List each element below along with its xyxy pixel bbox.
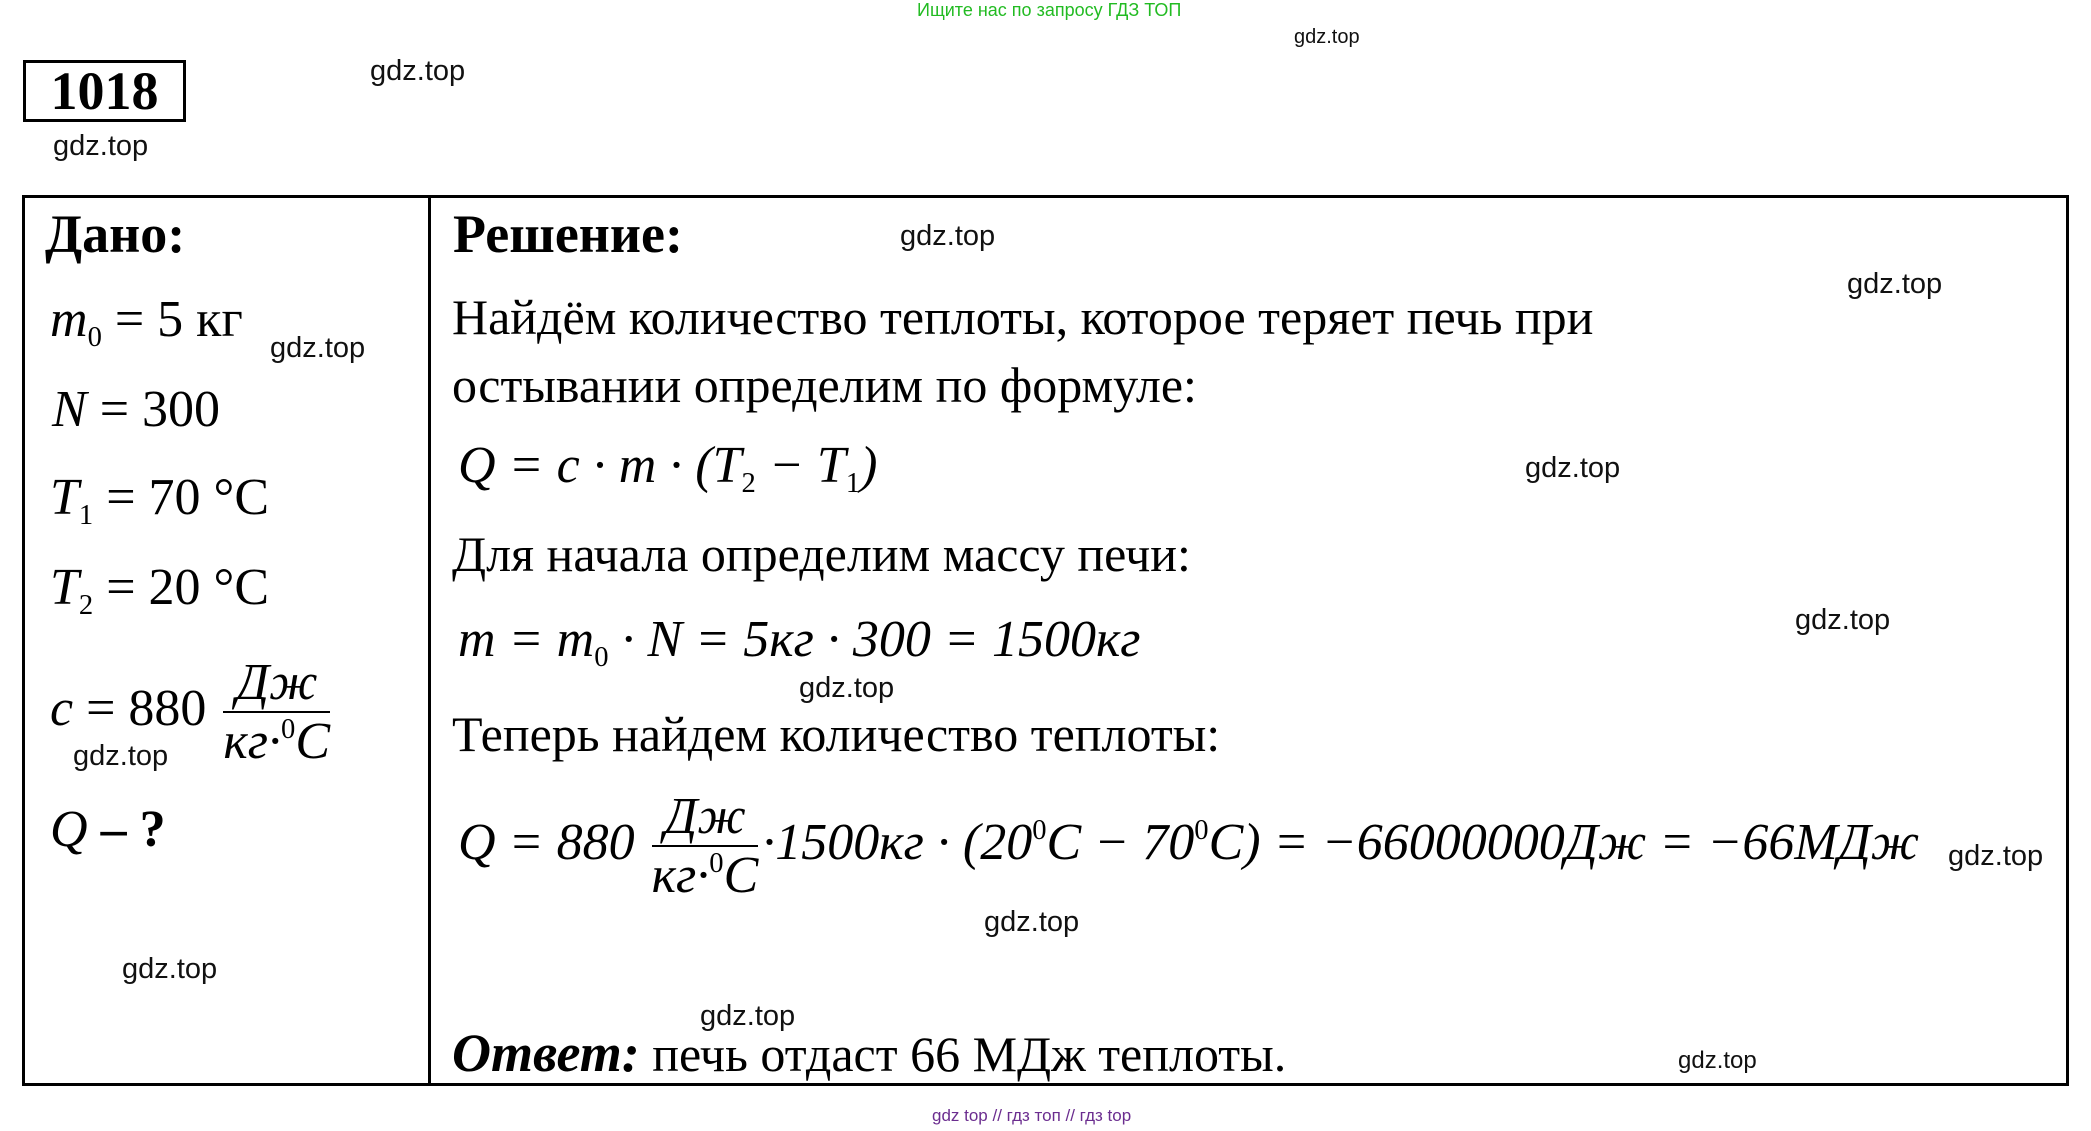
given-T2: $T_2 = 20$ °C bbox=[50, 559, 270, 621]
watermark: gdz.top bbox=[1294, 26, 1360, 48]
watermark: gdz.top bbox=[1525, 452, 1621, 484]
formula-heat: $Q = c \cdot m \cdot (T_2 - T_1)$ bbox=[458, 437, 878, 499]
solution-line-2: остывании определим по формуле: bbox=[452, 357, 1197, 413]
watermark: gdz.top bbox=[53, 130, 149, 162]
solution-line-3: Для начала определим массу печи: bbox=[452, 526, 1191, 582]
watermark: gdz.top bbox=[1847, 268, 1943, 300]
watermark: gdz.top bbox=[1678, 1047, 1757, 1074]
watermark: gdz.top bbox=[370, 55, 466, 87]
watermark: gdz.top bbox=[1795, 604, 1891, 636]
watermark: gdz.top bbox=[700, 1000, 796, 1032]
solution-line-1: Найдём количество теплоты, которое теряет печь при bbox=[452, 289, 1594, 345]
watermark: gdz.top bbox=[270, 332, 366, 364]
given-Q: Q – ? bbox=[50, 801, 166, 858]
given-T1: $T_1 = 70$ °C bbox=[50, 469, 270, 531]
given-m0: $m_0 = 5$ кг bbox=[50, 291, 243, 353]
given-header: Дано: bbox=[45, 204, 186, 264]
formula-heat-result: Q = 880 $\frac{Дж}{кг\cdot^0C}$ $\cdot 1500кг \cdot (20^0C - 70^0C) = -66000000Дж = -66МДж$ bbox=[458, 788, 1920, 904]
given-N: N = 300 bbox=[52, 381, 221, 438]
watermark: gdz.top bbox=[73, 740, 169, 772]
watermark: gdz.top bbox=[799, 672, 895, 704]
watermark: gdz.top bbox=[984, 906, 1080, 938]
column-divider bbox=[428, 195, 431, 1086]
solution-line-4: Теперь найдем количество теплоты: bbox=[452, 706, 1221, 762]
search-banner: Ищите нас по запросу ГДЗ ТОП bbox=[917, 0, 1182, 20]
formula-mass: $m = m_0 \cdot N = 5кг \cdot 300 = 1500кг$ bbox=[458, 611, 1141, 673]
watermark: gdz.top bbox=[1948, 840, 2044, 872]
watermark: gdz.top bbox=[122, 953, 218, 985]
footer-links: gdz top // гдз топ // гдз top bbox=[932, 1106, 1132, 1125]
answer-line: Ответ: печь отдаст 66 МДж теплоты. bbox=[452, 1023, 1287, 1083]
problem-number: 1018 bbox=[23, 60, 186, 122]
given-c: c = 880 $\frac{Дж}{кг\cdot^0C}$ bbox=[50, 654, 331, 770]
solution-header: Решение: bbox=[453, 204, 683, 264]
watermark: gdz.top bbox=[900, 220, 996, 252]
